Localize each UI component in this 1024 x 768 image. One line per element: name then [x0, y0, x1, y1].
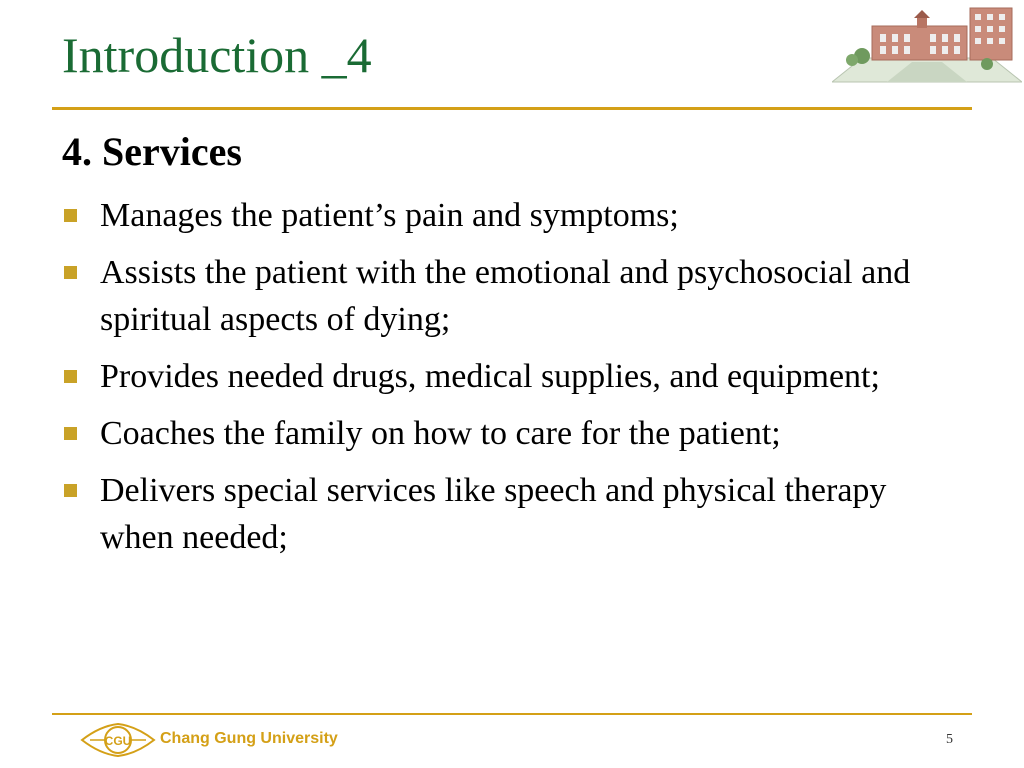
bullet-item	[62, 192, 922, 239]
bullet-text: Coaches the family on how to care for the patient;	[100, 415, 781, 452]
bullet-text: Delivers special services like speech and physical therapy when needed;	[100, 472, 887, 556]
bullet-text: Provides needed drugs, medical supplies, and equipment;	[100, 358, 880, 395]
square-bullet-icon	[64, 370, 77, 383]
section-heading: 4. Services	[62, 129, 242, 174]
logo-lettering: CGU	[104, 734, 132, 748]
university-name: Chang Gung University	[160, 730, 338, 747]
page-number: 5	[946, 732, 953, 747]
square-bullet-icon	[64, 427, 77, 440]
bullet-text: Manages the patient’s pain and symptoms;	[100, 197, 679, 234]
university-logo-icon	[80, 718, 156, 762]
square-bullet-icon	[64, 209, 77, 222]
bullet-item	[62, 249, 922, 343]
footer-divider	[52, 713, 972, 715]
bullet-item	[62, 353, 922, 400]
bullet-list	[62, 192, 922, 571]
square-bullet-icon	[64, 484, 77, 497]
bullet-item	[62, 467, 922, 561]
campus-building-icon	[832, 6, 1022, 84]
title-divider	[52, 107, 972, 110]
bullet-item	[62, 410, 922, 457]
slide-title: Introduction _4	[62, 27, 372, 83]
square-bullet-icon	[64, 266, 77, 279]
bullet-text: Assists the patient with the emotional and psychosocial and spiritual aspects of dying;	[100, 254, 911, 338]
